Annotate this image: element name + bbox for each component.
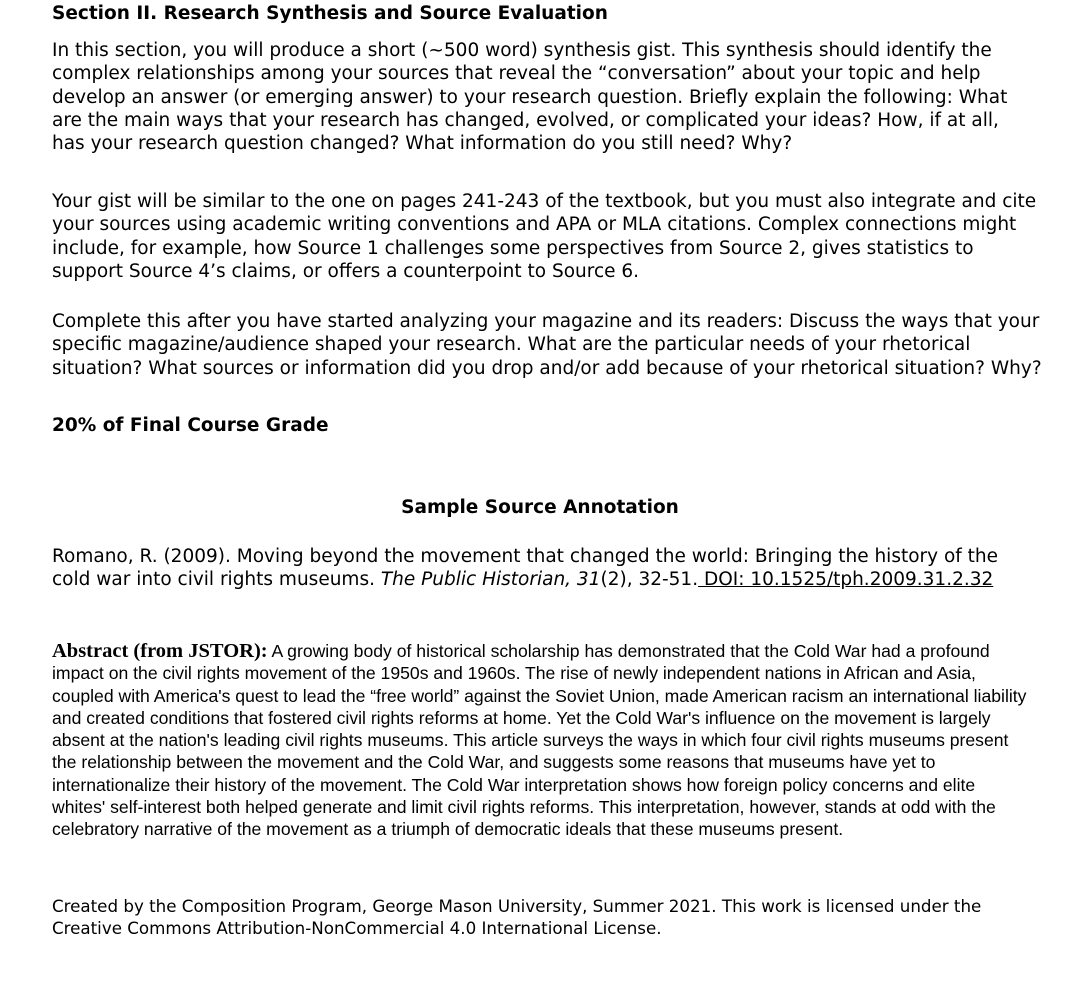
citation-authors-title: Romano, R. (2009). Moving beyond the movement that changed the world: Bringing the history of the cold war into civil rights museums. xyxy=(52,546,999,591)
section-title: Section II. Research Synthesis and Source Evaluation xyxy=(52,3,608,24)
instructions-paragraph-3: Complete this after you have started analyzing your magazine and its readers: Discuss the ways that your specific magazine/audience shaped your research. What are the particular needs of your rhetorical situation? What sources or information did you drop and/or add because of your rhetorical situation? Why? xyxy=(52,311,1042,379)
citation-journal: The Public Historian, 31 xyxy=(380,569,601,591)
abstract-label: Abstract (from JSTOR): xyxy=(52,640,268,662)
sample-annotation-title: Sample Source Annotation xyxy=(401,497,679,518)
instructions-paragraph-1: In this section, you will produce a short (~500 word) synthesis gist. This synthesis should identify the complex relationships among your sources that reveal the “conversation” about your topic and help develop an answer (or emerging answer) to your research question. Briefly explain the following: What are the main ways that your research has changed, evolved, or complicated your ideas? How, if at all, has your research question changed? What information do you still need? Why? xyxy=(52,40,1008,155)
citation-issue-pages: (2), 32-51. xyxy=(600,569,699,591)
source-abstract xyxy=(52,640,1027,841)
citation-doi-link[interactable]: DOI: 10.1525/tph.2009.31.2.32 xyxy=(698,569,994,591)
abstract-text: A growing body of historical scholarship has demonstrated that the Cold War had a profound impact on the civil rights movement of the 1950s and 1960s. The rise of newly independent nations in African and Asia, coupled with America's quest to lead the “free world” against the Soviet Union, made American racism an international liability and created conditions that fostered civil rights reforms at home. Yet the Cold War's influence on the movement is largely absent at the nation's leading civil rights museums. This article surveys the ways in which four civil rights museums present the relationship between the movement and the Cold War, and suggests some reasons that museums have yet to internationalize their history of the movement. The Cold War interpretation shows how foreign policy concerns and elite whites' self-interest both helped generate and limit civil rights reforms. This interpretation, however, stands at odd with the celebratory narrative of the movement as a triumph of democratic ideals that these museums present. xyxy=(52,641,1027,840)
license-footer: Created by the Composition Program, George Mason University, Summer 2021. This work is licensed under the Creative Commons Attribution-NonCommercial 4.0 International License. xyxy=(52,896,982,938)
source-citation xyxy=(52,545,1032,592)
grade-weight: 20% of Final Course Grade xyxy=(52,415,329,436)
instructions-paragraph-2: Your gist will be similar to the one on pages 241-243 of the textbook, but you must also integrate and cite your sources using academic writing conventions and APA or MLA citations. Complex connections might include, for example, how Source 1 challenges some perspectives from Source 2, gives statistics to support Source 4’s claims, or offers a counterpoint to Source 6. xyxy=(52,191,1037,282)
